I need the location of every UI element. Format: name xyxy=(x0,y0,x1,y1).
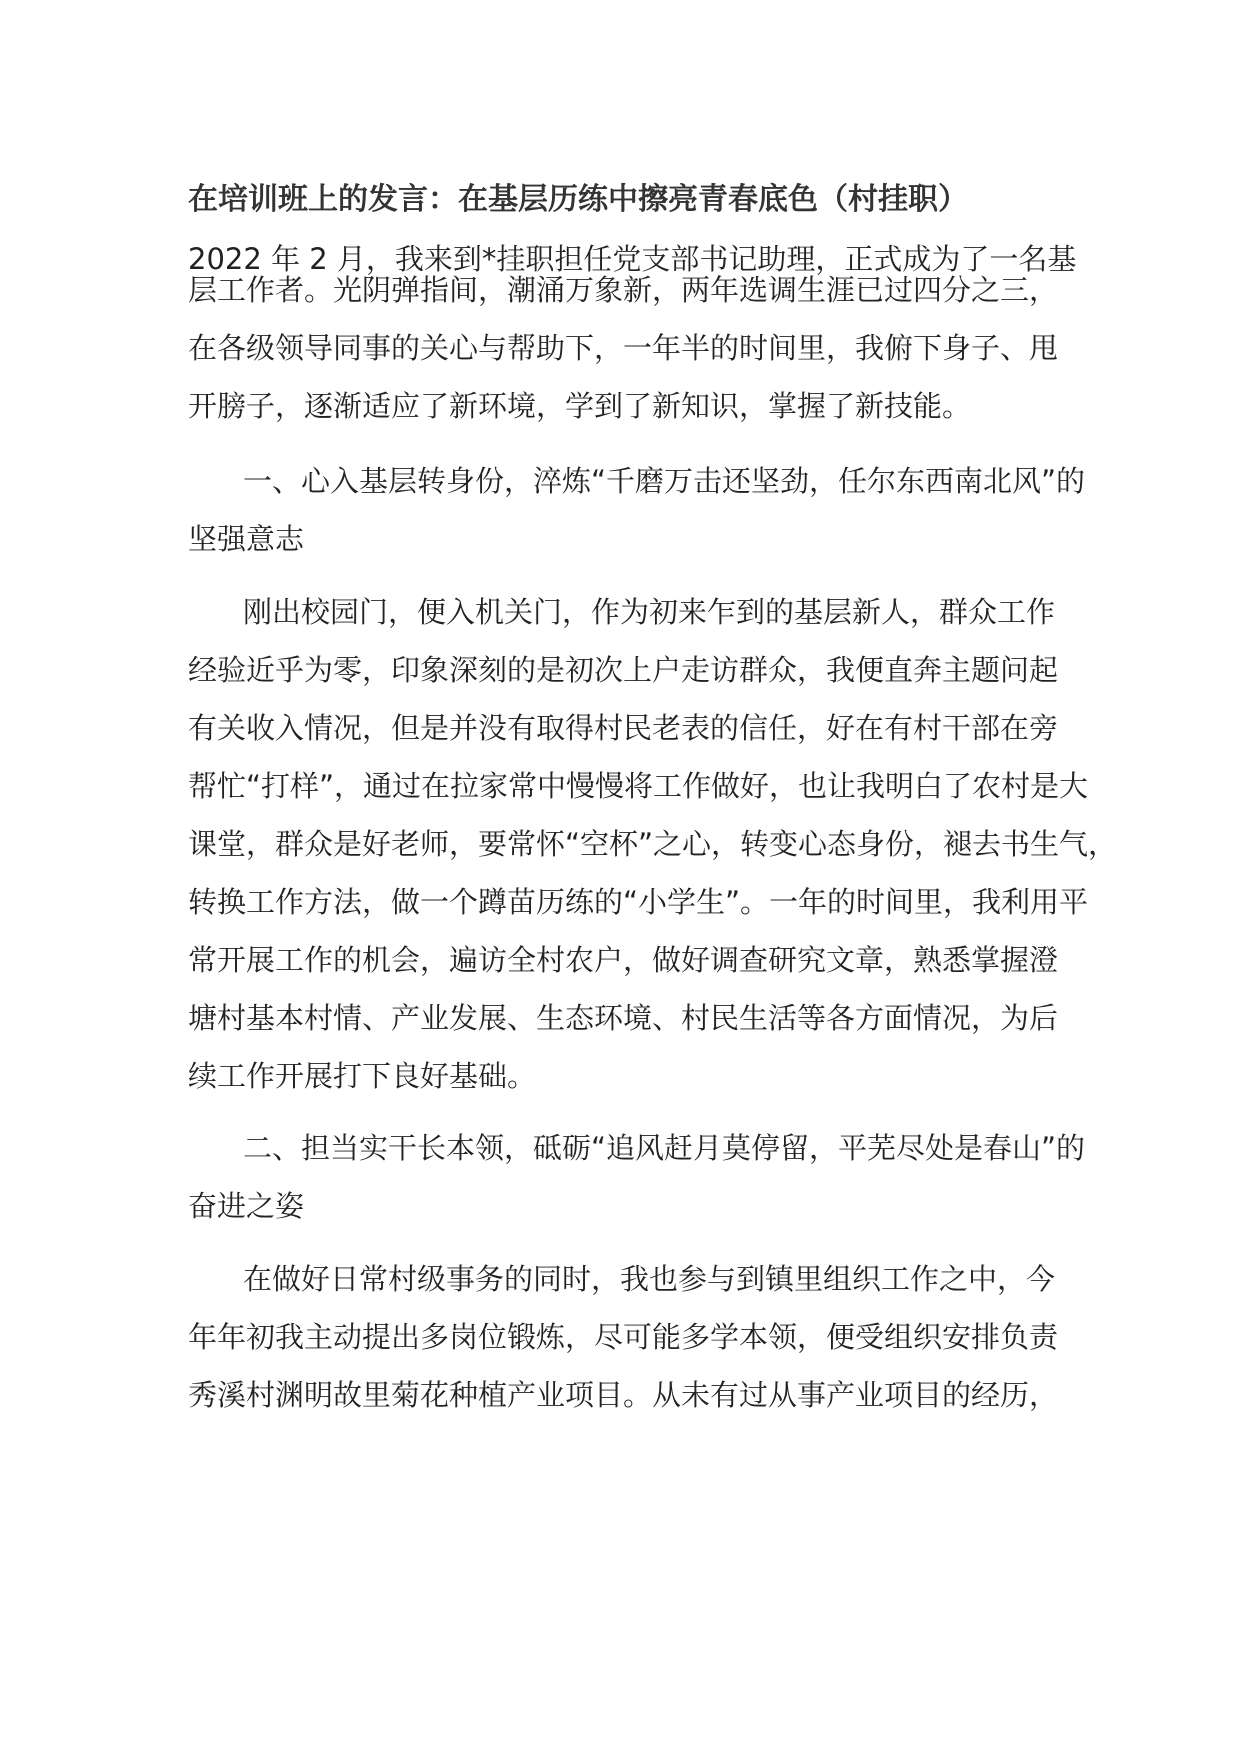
body-line: 刚出校园门，便入机关门，作为初来乍到的基层新人，群众工作 xyxy=(243,595,1056,629)
body-line: 课堂，群众是好老师，要常怀“空杯”之心，转变心态身份，褪去书生气， xyxy=(188,827,1118,861)
body-line: 年年初我主动提出多岗位锻炼，尽可能多学本领，便受组织安排负责 xyxy=(188,1320,1059,1354)
body-line: 续工作开展打下良好基础。 xyxy=(188,1059,537,1093)
body-line: 2022 年 2 月，我来到*挂职担任党支部书记助理，正式成为了一名基 xyxy=(188,242,1077,276)
body-line: 在做好日常村级事务的同时，我也参与到镇里组织工作之中，今 xyxy=(243,1262,1056,1296)
body-line: 常开展工作的机会，遍访全村农户，做好调查研究文章，熟悉掌握澄 xyxy=(188,943,1059,977)
section-heading-continued: 奋进之姿 xyxy=(188,1189,305,1223)
body-line: 在各级领导同事的关心与帮助下，一年半的时间里，我俯下身子、甩 xyxy=(188,331,1059,365)
section-heading-continued: 坚强意志 xyxy=(188,522,305,556)
body-line: 有关收入情况，但是并没有取得村民老表的信任，好在有村干部在旁 xyxy=(188,711,1059,745)
section-heading: 二、担当实干长本领，砥砺“追风赶月莫停留，平芜尽处是春山”的 xyxy=(243,1131,1086,1165)
section-heading: 一、心入基层转身份，淬炼“千磨万击还坚劲，任尔东西南北风”的 xyxy=(243,464,1086,498)
document-title: 在培训班上的发言：在基层历练中擦亮青春底色（村挂职） xyxy=(188,182,968,217)
body-line: 塘村基本村情、产业发展、生态环境、村民生活等各方面情况，为后 xyxy=(188,1001,1059,1035)
body-line: 秀溪村渊明故里菊花种植产业项目。从未有过从事产业项目的经历， xyxy=(188,1378,1059,1412)
body-line: 转换工作方法，做一个蹲苗历练的“小学生”。一年的时间里，我利用平 xyxy=(188,885,1089,919)
body-line: 经验近乎为零，印象深刻的是初次上户走访群众，我便直奔主题问起 xyxy=(188,653,1059,687)
body-line: 帮忙“打样”，通过在拉家常中慢慢将工作做好，也让我明白了农村是大 xyxy=(188,769,1089,803)
body-line: 开膀子，逐渐适应了新环境，学到了新知识，掌握了新技能。 xyxy=(188,389,972,423)
body-line: 层工作者。光阴弹指间，潮涌万象新，两年选调生涯已过四分之三， xyxy=(188,273,1059,307)
